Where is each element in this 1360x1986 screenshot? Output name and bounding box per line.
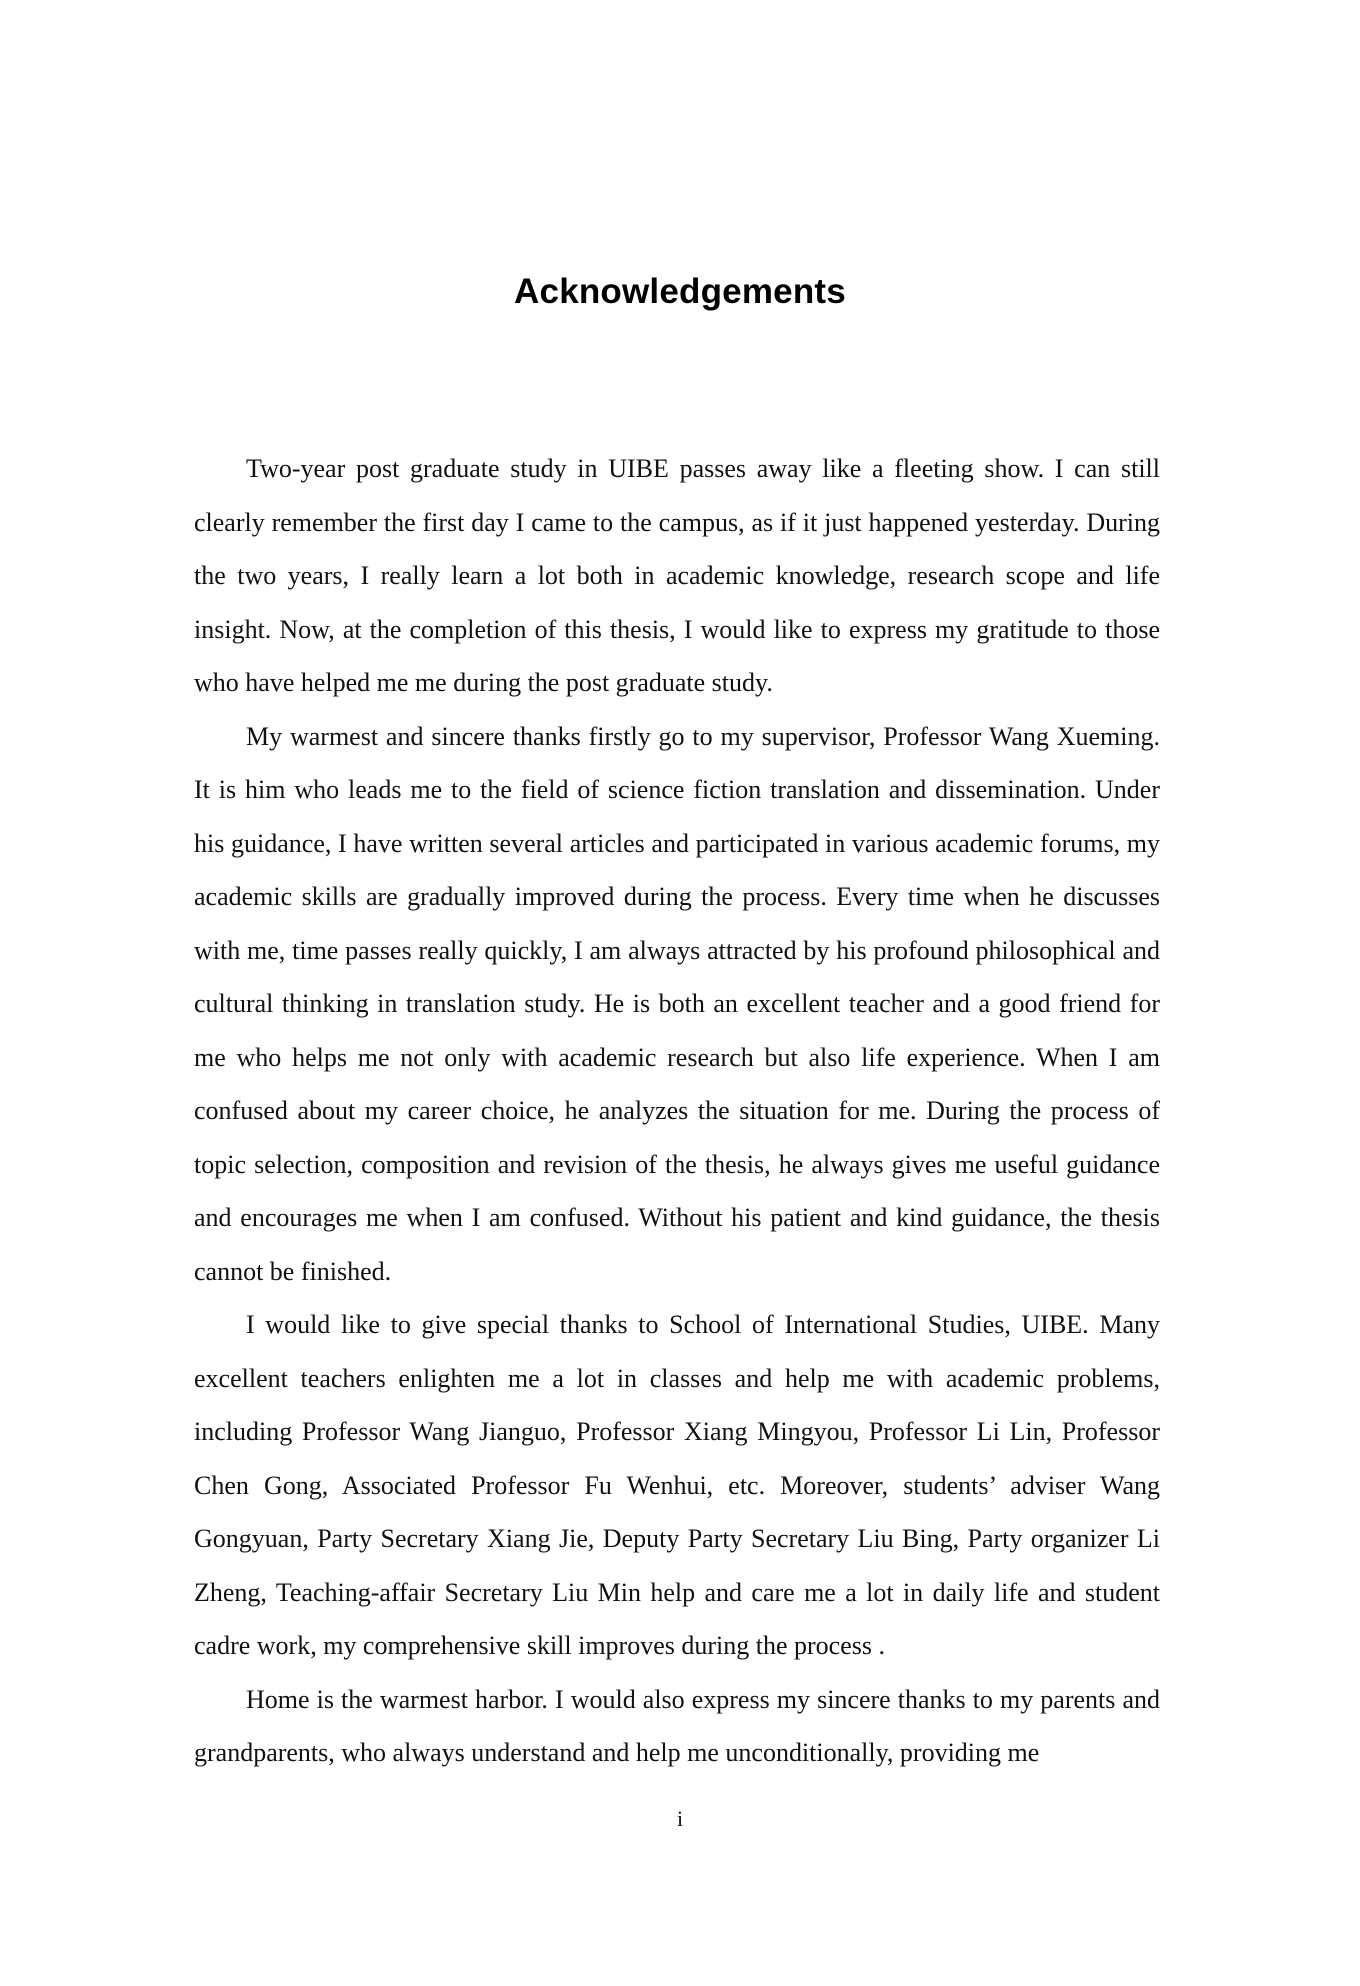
acknowledgements-body — [194, 442, 1160, 1780]
paragraph: My warmest and sincere thanks firstly go to my supervisor, Professor Wang Xueming. It is him who leads me to the field of science fiction translation and dissemination. Under his guidance, I have written several articles and participated in various academic forums, my academic skills are gradually improved during the process. Every time when he discusses with me, time passes really quickly, I am always attracted by his profound philosophical and cultural thinking in translation study. He is both an excellent teacher and a good friend for me who helps me not only with academic research but also life experience. When I am confused about my career choice, he analyzes the situation for me. During the process of topic selection, composition and revision of the thesis, he always gives me useful guidance and encourages me when I am confused. Without his patient and kind guidance, the thesis cannot be finished. — [194, 721, 1160, 1286]
page-number: i — [676, 1806, 684, 1831]
page-title: Acknowledgements — [514, 272, 846, 311]
paragraph: Two-year post graduate study in UIBE passes away like a fleeting show. I can still clearly remember the first day I came to the campus, as if it just happened yesterday. During the two years, I really learn a lot both in academic knowledge, research scope and life insight. Now, at the completion of this thesis, I would like to express my gratitude to those who have helped me me during the post graduate study. — [194, 454, 1160, 697]
paragraph: Home is the warmest harbor. I would also express my sincere thanks to my parents and grandparents, who always understand and help me unconditionally, providing me — [194, 1684, 1160, 1767]
paragraph: I would like to give special thanks to School of International Studies, UIBE. Many excellent teachers enlighten me a lot in classes and help me with academic problems, including Professor Wang Jianguo, Professor Xiang Mingyou, Professor Li Lin, Professor Chen Gong, Associated Professor Fu Wenhui, etc. Moreover, students’ adviser Wang Gongyuan, Party Secretary Xiang Jie, Deputy Party Secretary Liu Bing, Party organizer Li Zheng, Teaching-affair Secretary Liu Min help and care me a lot in daily life and student cadre work, my comprehensive skill improves during the process . — [194, 1310, 1160, 1660]
